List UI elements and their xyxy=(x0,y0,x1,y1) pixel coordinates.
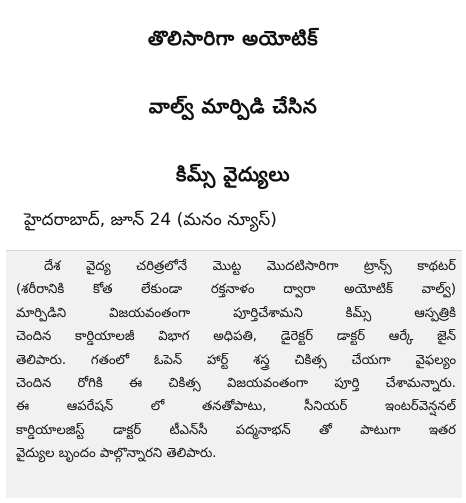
headline xyxy=(8,4,458,208)
body-line: వైద్యుల బృందం పాల్గొన్నారని తెలిపారు. xyxy=(16,446,217,462)
body-line: చెందిన కార్డియాలజీ విభాగ అధిపతి, డైరెక్టర్ డాక్టర్ ఆర్కే జైన్ xyxy=(16,329,456,345)
body-line: దేశ వైద్య చరిత్రలోనే మొట్ట మొదటిసారిగా ట్రాన్స్ కాథటర్ xyxy=(44,259,456,274)
article-body xyxy=(6,250,462,498)
headline-line-2: వాల్వ్ మార్పిడి చేసిన xyxy=(148,94,318,118)
headline-line-3: కిమ్స్ వైద్యులు xyxy=(175,162,291,186)
body-line: తెలిపారు. గతంలో ఓపెన్ హార్ట్ శస్త్ర చికిత్స చేయగా వైఫల్యం xyxy=(16,352,456,368)
headline-line-1: తొలిసారిగా అయోటిక్ xyxy=(147,26,319,50)
body-line: కార్డియాలజిస్ట్ డాక్టర్ టీఎన్‌సీ పద్మనాభన్ తో పాటుగా ఇతర xyxy=(16,422,456,438)
dateline: హైదరాబాద్, జూన్ 24 (మనం న్యూస్) xyxy=(24,210,277,230)
body-line: ఈ ఆపరేషన్ లో తనతోపాటు, సీనియర్ ఇంటర్‌వెన్షనల్ xyxy=(16,399,456,415)
body-line: మార్పిడిని విజయవంతంగా పూర్తిచేశామని కిమ్స్ ఆస్పత్రికి xyxy=(16,305,456,321)
body-line: చెందిన రోగికి ఈ చికిత్స విజయవంతంగా పూర్తి చేశామన్నారు. xyxy=(16,376,456,392)
body-line: (శరీరానికి కోత లేకుండా రక్తనాళం ద్వారా అయోటిక్ వాల్వ్) xyxy=(16,282,456,298)
